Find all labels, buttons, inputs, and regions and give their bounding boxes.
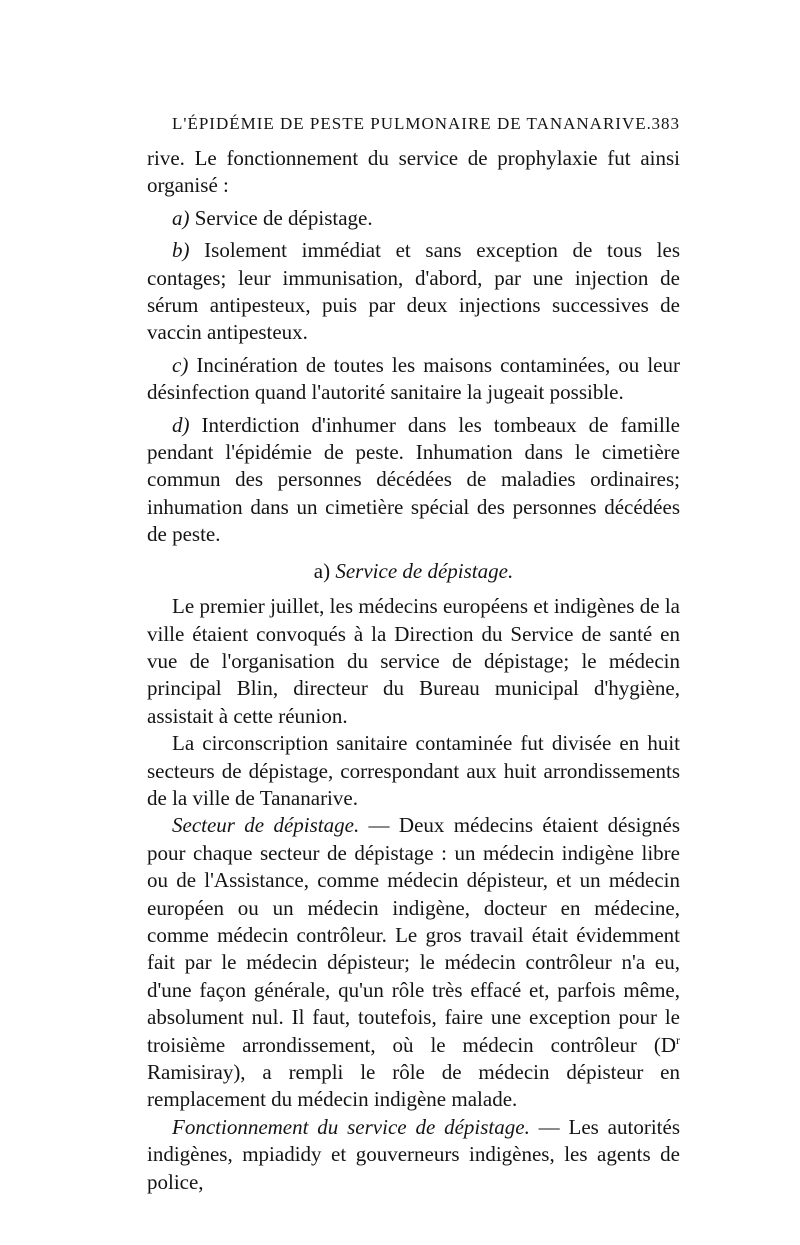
running-title: L'ÉPIDÉMIE DE PESTE PULMONAIRE DE TANANARIVE. bbox=[172, 114, 652, 133]
list-text-c: Incinération de toutes les maisons contaminées, ou leur désinfection quand l'autorité sanitaire la jugeait possible. bbox=[147, 352, 680, 405]
page-number: 383 bbox=[651, 114, 680, 133]
paragraph-2: La circonscription sanitaire contaminée fut divisée en huit secteurs de dépistage, correspondant aux huit arrondissements de la ville de Tananarive. bbox=[147, 731, 680, 810]
list-item-c bbox=[147, 352, 680, 407]
list-text-d: Interdiction d'inhumer dans les tombeaux de famille pendant l'épidémie de peste. Inhumation dans le cimetière commun des personnes décédées de maladies ordinaires; inhumation dans un cimetière spécial des personnes décédées de peste. bbox=[147, 412, 680, 547]
paragraph-3 bbox=[147, 812, 680, 1113]
section-title: Service de dépistage. bbox=[335, 558, 514, 583]
running-header bbox=[172, 114, 680, 140]
list-item-d bbox=[147, 412, 680, 549]
list-marker-c: c) bbox=[172, 352, 189, 377]
paragraph-1: Le premier juillet, les médecins européens et indigènes de la ville étaient convoqués à la Direction du Service de santé en vue de l'organisation du service de dépistage; le médecin principal Blin, directeur du Bureau municipal d'hygiène, assistait à cette réunion. bbox=[147, 594, 680, 728]
list-marker-a: a) bbox=[172, 205, 190, 230]
paragraph-4 bbox=[147, 1114, 680, 1196]
list-text-b: Isolement immédiat et sans exception de tous les contages; leur immunisation, d'abord, par une injection de sérum antipesteux, puis par deux injections successives de vaccin antipesteux. bbox=[147, 238, 680, 345]
section-heading bbox=[147, 558, 680, 585]
list-marker-b: b) bbox=[172, 238, 190, 263]
paragraph-4-lead: Fonctionnement du service de dépistage. bbox=[172, 1114, 530, 1139]
list-item-a bbox=[147, 205, 680, 232]
intro-paragraph: rive. Le fonctionnement du service de prophylaxie fut ainsi organisé : bbox=[147, 146, 680, 198]
list-marker-d: d) bbox=[172, 412, 190, 437]
paragraph-3-text: — Deux médecins étaient désignés pour chaque secteur de dépistage : un médecin indigène libre ou de l'Assistance, comme médecin dépisteur, et un médecin européen ou un médecin indigène, docteur en médecine, comme médecin contrôleur. Le gros travail était évidemment fait par le médecin dépisteur; le médecin contrôleur n'a eu, d'une façon générale, qu'un rôle très effacé et, parfois même, absolument nul. Il faut, toutefois, faire une exception pour le troisième arrondissement, où le médecin contrôleur (D bbox=[147, 813, 681, 1057]
doctor-superscript: r bbox=[676, 1032, 680, 1047]
section-marker: a) bbox=[313, 558, 331, 583]
paragraph-3-lead: Secteur de dépistage. bbox=[172, 813, 360, 838]
page-body bbox=[147, 145, 680, 1196]
list-item-b bbox=[147, 237, 680, 347]
list-text-a: Service de dépistage. bbox=[189, 205, 373, 230]
paragraph-3-text-end: Ramisiray), a rempli le rôle de médecin dépisteur en remplacement du médecin indigène malade. bbox=[147, 1060, 680, 1112]
paragraph-4-text: — Les autorités indigènes, mpiadidy et gouverneurs indigènes, les agents de police, bbox=[147, 1114, 680, 1194]
